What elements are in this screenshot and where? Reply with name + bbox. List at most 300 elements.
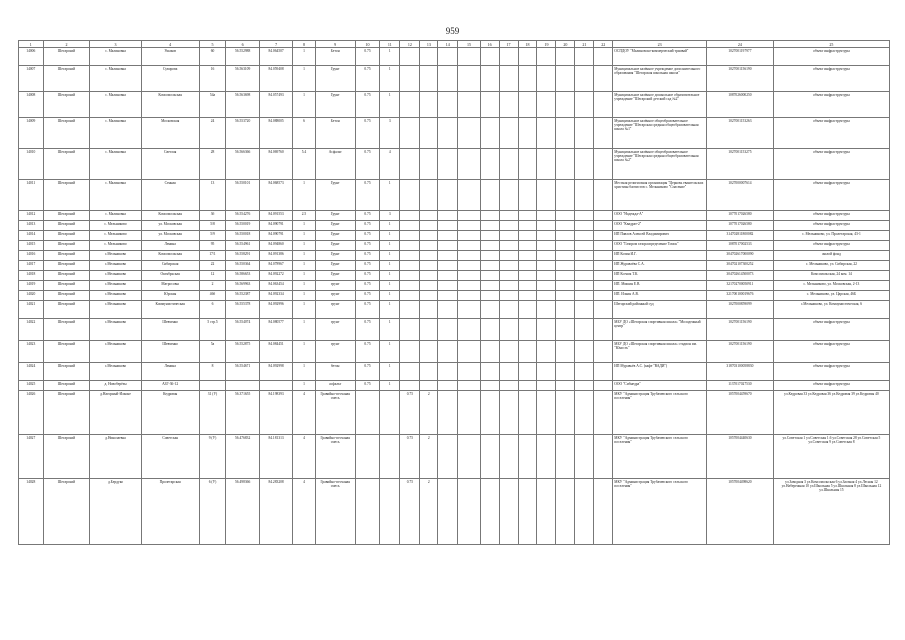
table-cell: ул.Кедровая 33 ул.Кедровая 36 ул.Кедровая 39 ул.Кедровая 40 xyxy=(773,391,889,435)
table-cell: Сенная xyxy=(141,180,199,211)
table-cell xyxy=(594,118,613,149)
table-cell: 14026 xyxy=(19,391,44,435)
column-number: 2 xyxy=(43,41,90,48)
table-cell xyxy=(480,391,499,435)
table-cell: 1 xyxy=(380,180,400,211)
table-cell: Шегарский xyxy=(43,381,90,391)
table-cell xyxy=(594,479,613,545)
table-cell xyxy=(499,435,518,479)
table-cell: 0.75 xyxy=(355,301,380,319)
table-cell xyxy=(594,231,613,241)
table-cell: МБУ ДО «Шегарская спортивная школа» "Молодежный центр" xyxy=(613,319,707,341)
table-cell xyxy=(480,221,499,231)
table-cell: 0.75 xyxy=(355,319,380,341)
table-cell xyxy=(259,381,292,391)
table-cell: объект инфраструктуры xyxy=(773,319,889,341)
table-cell: бетон xyxy=(315,363,355,381)
table-cell xyxy=(556,281,575,291)
table-cell xyxy=(400,301,420,319)
table-cell xyxy=(458,180,480,211)
table-cell xyxy=(420,149,438,180)
table-cell xyxy=(480,479,499,545)
table-cell: с.Мельниково xyxy=(90,271,141,281)
table-cell: с. Мельниково xyxy=(90,231,141,241)
table-cell xyxy=(594,66,613,92)
table-cell xyxy=(575,435,594,479)
table-cell xyxy=(518,211,537,221)
table-cell xyxy=(480,180,499,211)
table-cell: 56.550018 xyxy=(226,231,259,241)
table-cell: 14007 xyxy=(19,66,44,92)
table-cell xyxy=(537,118,556,149)
table-cell: 14021 xyxy=(19,301,44,319)
table-cell: Гравийно-песчаная смесь xyxy=(315,479,355,545)
table-cell xyxy=(199,381,226,391)
table-cell: Шегарский xyxy=(43,92,90,118)
table-cell: 14012 xyxy=(19,211,44,221)
column-number: 8 xyxy=(293,41,315,48)
table-cell xyxy=(400,319,420,341)
table-cell: Шегарский xyxy=(43,281,90,291)
table-cell: 22 xyxy=(199,261,226,271)
table-cell xyxy=(226,381,259,391)
table-cell: Муниципальное казённое учреждение дополнительного образования "Шегарская школьная школа" xyxy=(613,66,707,92)
table-cell xyxy=(400,231,420,241)
table-cell: д.Нагорный-Илконе xyxy=(90,391,141,435)
table-cell xyxy=(518,251,537,261)
table-cell xyxy=(518,435,537,479)
table-cell: 1027000859099 xyxy=(706,301,773,319)
table-cell xyxy=(458,391,480,435)
table-cell: ИП. Ильин А.В. xyxy=(613,291,707,301)
table-cell: объект инфраструктуры xyxy=(773,118,889,149)
table-cell: 56.552387 xyxy=(226,291,259,301)
table-cell xyxy=(594,92,613,118)
table-cell: 2 xyxy=(199,281,226,291)
table-cell xyxy=(556,301,575,319)
table-cell: 304702617000090 xyxy=(706,251,773,261)
table-cell: 1057004498620 xyxy=(706,479,773,545)
table-cell: 1 xyxy=(293,48,315,66)
table-cell xyxy=(594,363,613,381)
table-cell: 56.554961 xyxy=(226,241,259,251)
table-cell: 2 xyxy=(420,435,438,479)
table-cell: с. Малиновка xyxy=(90,92,141,118)
table-cell: объект инфраструктуры xyxy=(773,180,889,211)
table-cell: 17/1 xyxy=(199,251,226,261)
table-cell xyxy=(480,66,499,92)
table-cell xyxy=(575,301,594,319)
table-cell: 0.75 xyxy=(355,281,380,291)
table-cell: 1 xyxy=(293,231,315,241)
table-cell: Шегарский xyxy=(43,211,90,221)
table-cell: Грунт xyxy=(315,261,355,271)
table-cell xyxy=(355,435,380,479)
table-cell: 1 xyxy=(380,241,400,251)
table-cell: 1 xyxy=(380,92,400,118)
table-cell xyxy=(575,180,594,211)
table-cell xyxy=(594,221,613,231)
table-cell: 0.75 xyxy=(355,180,380,211)
table-cell xyxy=(537,241,556,251)
table-cell: 0.75 xyxy=(355,381,380,391)
table-cell xyxy=(556,48,575,66)
table-cell: объект инфраструктуры xyxy=(773,48,889,66)
table-cell xyxy=(458,66,480,92)
table-cell: Комсомольская, 24 ком. 14 xyxy=(773,271,889,281)
table-cell xyxy=(499,48,518,66)
table-cell xyxy=(480,435,499,479)
table-cell: 5/8 xyxy=(199,221,226,231)
table-cell xyxy=(556,241,575,251)
table-row xyxy=(19,271,890,281)
table-cell: 4 xyxy=(293,479,315,545)
table-cell xyxy=(575,48,594,66)
table-cell: 1 xyxy=(380,341,400,363)
table-cell: 14013 xyxy=(19,221,44,231)
table-cell xyxy=(438,341,458,363)
table-cell xyxy=(480,363,499,381)
table-cell: с.Мельниково xyxy=(90,341,141,363)
table-cell: Шегарский xyxy=(43,231,90,241)
table-cell: 56.550019 xyxy=(226,221,259,231)
table-cell: 321702700050911 xyxy=(706,281,773,291)
table-cell xyxy=(518,180,537,211)
table-cell: 0.75 xyxy=(355,271,380,281)
table-cell xyxy=(480,341,499,363)
table-cell: 1077017026580 xyxy=(706,211,773,221)
table-row xyxy=(19,251,890,261)
table-row xyxy=(19,221,890,231)
table-cell xyxy=(458,281,480,291)
table-cell: с. Малиновка xyxy=(90,149,141,180)
table-cell: 84.069760 xyxy=(259,149,292,180)
table-cell xyxy=(594,149,613,180)
table-cell xyxy=(556,319,575,341)
table-cell: 56.563698 xyxy=(226,92,259,118)
table-cell: ООО "Сибнедра" xyxy=(613,381,707,391)
table-cell xyxy=(575,211,594,221)
table-cell xyxy=(518,261,537,271)
table-cell: Грунт xyxy=(315,271,355,281)
table-cell: 56.555378 xyxy=(226,301,259,319)
table-cell: Шегарский xyxy=(43,261,90,271)
table-cell: объект инфраструктуры xyxy=(773,92,889,118)
table-row xyxy=(19,435,890,479)
table-cell: Шегарский xyxy=(43,479,90,545)
table-row xyxy=(19,149,890,180)
table-cell: 14017 xyxy=(19,261,44,271)
table-cell: Асфальт xyxy=(315,149,355,180)
table-cell xyxy=(420,92,438,118)
table-cell xyxy=(537,180,556,211)
table-cell xyxy=(400,118,420,149)
table-cell: с.Мельниково xyxy=(90,261,141,271)
table-cell: Гравийно-песчаная смесь xyxy=(315,435,355,479)
table-cell: д.Николаевка xyxy=(90,435,141,479)
table-cell: с. Мельниково, ул. Московская, 2-13 xyxy=(773,281,889,291)
table-cell xyxy=(556,271,575,281)
table-cell: 0.75 xyxy=(355,211,380,221)
column-number: 18 xyxy=(518,41,537,48)
table-cell xyxy=(518,231,537,241)
table-cell xyxy=(556,291,575,301)
table-cell: Бетон xyxy=(315,118,355,149)
column-number: 1 xyxy=(19,41,44,48)
table-cell: 1027001153263 xyxy=(706,118,773,149)
table-cell: ООО "Надежда-А" xyxy=(613,211,707,221)
table-cell: 1 xyxy=(293,180,315,211)
table-cell: объект инфраструктуры xyxy=(773,66,889,92)
table-cell: 31 (У) xyxy=(199,391,226,435)
table-cell: 84.063454 xyxy=(259,281,292,291)
table-cell xyxy=(575,291,594,301)
table-cell: ООО "Квадрат-2" xyxy=(613,221,707,231)
table-cell: Грунт xyxy=(315,180,355,211)
table-cell: Шегарский xyxy=(43,118,90,149)
table-cell xyxy=(556,261,575,271)
table-cell xyxy=(458,251,480,261)
table-cell xyxy=(400,241,420,251)
table-cell: Местная религиозная организация "Церковь евангельских христиан баптистов с. Мельниково "Спасение" xyxy=(613,180,707,211)
table-cell xyxy=(420,261,438,271)
table-cell xyxy=(458,221,480,231)
table-cell xyxy=(499,261,518,271)
table-cell: с.Мельниково xyxy=(90,291,141,301)
table-cell xyxy=(480,271,499,281)
table-cell: 84.091386 xyxy=(259,251,292,261)
table-cell: 1 xyxy=(293,291,315,301)
table-cell xyxy=(594,48,613,66)
table-cell xyxy=(518,291,537,301)
table-cell xyxy=(518,301,537,319)
table-cell: с. Мельниково, ул. Царская, 46Б xyxy=(773,291,889,301)
table-cell xyxy=(458,149,480,180)
table-cell xyxy=(537,479,556,545)
table-cell: 14010 xyxy=(19,149,44,180)
table-cell xyxy=(594,319,613,341)
table-cell: 1027001156190 xyxy=(706,66,773,92)
table-cell: 3б xyxy=(199,211,226,221)
table-row xyxy=(19,363,890,381)
table-cell: жилой фонд xyxy=(773,251,889,261)
table-cell xyxy=(380,435,400,479)
table-cell: с. Малиновка xyxy=(90,48,141,66)
table-cell xyxy=(438,241,458,251)
table-cell xyxy=(499,271,518,281)
table-cell: 5.4 xyxy=(293,149,315,180)
table-cell xyxy=(480,261,499,271)
table-cell: 14028 xyxy=(19,479,44,545)
table-cell: д.Бердуко xyxy=(90,479,141,545)
table-cell xyxy=(594,180,613,211)
table-cell: 56.554276 xyxy=(226,211,259,221)
table-cell: 0.75 xyxy=(355,231,380,241)
table-cell xyxy=(499,479,518,545)
table-cell xyxy=(420,48,438,66)
table-cell: 1 xyxy=(293,221,315,231)
table-cell xyxy=(420,231,438,241)
table-cell xyxy=(537,341,556,363)
table-cell: 56.558291 xyxy=(226,251,259,261)
table-cell xyxy=(438,180,458,211)
table-cell: ИП. Мишин Е.В. xyxy=(613,281,707,291)
table-cell: 1 xyxy=(293,319,315,341)
table-cell: 0.75 xyxy=(355,66,380,92)
table-cell xyxy=(480,92,499,118)
table-cell xyxy=(594,281,613,291)
table-cell xyxy=(400,363,420,381)
table-cell: 56.371655 xyxy=(226,391,259,435)
table-cell: 1 xyxy=(380,301,400,319)
table-cell xyxy=(420,180,438,211)
table-cell: 0.75 xyxy=(355,341,380,363)
table-cell: ул. Московская xyxy=(141,231,199,241)
table-cell: с.Мельниково xyxy=(90,281,141,291)
column-number: 20 xyxy=(556,41,575,48)
table-cell xyxy=(438,363,458,381)
table-cell: с. Малиновка xyxy=(90,211,141,221)
table-cell: Кедровая xyxy=(141,391,199,435)
table-cell: 24 xyxy=(199,118,226,149)
table-cell xyxy=(499,241,518,251)
table-cell xyxy=(438,319,458,341)
table-cell xyxy=(575,221,594,231)
table-cell xyxy=(355,391,380,435)
table-cell xyxy=(400,211,420,221)
table-cell xyxy=(575,261,594,271)
table-cell xyxy=(458,48,480,66)
table-cell: 8 xyxy=(199,363,226,381)
table-cell xyxy=(499,391,518,435)
column-number: 17 xyxy=(499,41,518,48)
table-row xyxy=(19,261,890,271)
table-cell xyxy=(458,118,480,149)
table-cell xyxy=(556,149,575,180)
table-cell: Шегарский xyxy=(43,271,90,281)
table-cell: 84.181313 xyxy=(259,435,292,479)
table-cell xyxy=(480,231,499,241)
table-cell xyxy=(400,66,420,92)
table-cell xyxy=(499,118,518,149)
table-cell: с. Мельниково xyxy=(90,241,141,251)
table-cell: объект инфраструктуры xyxy=(773,221,889,231)
table-cell: 14019 xyxy=(19,281,44,291)
table-cell xyxy=(420,381,438,391)
table-row xyxy=(19,391,890,435)
table-cell: грунт xyxy=(315,341,355,363)
table-cell xyxy=(556,231,575,241)
column-number: 16 xyxy=(480,41,499,48)
table-cell xyxy=(499,341,518,363)
table-cell xyxy=(537,301,556,319)
table-cell: 1 xyxy=(380,291,400,301)
table-cell: Суворова xyxy=(141,66,199,92)
table-cell: 56.553720 xyxy=(226,118,259,149)
table-cell xyxy=(537,291,556,301)
table-cell: 6 xyxy=(199,301,226,319)
table-cell xyxy=(420,281,438,291)
table-cell: 84.057493 xyxy=(259,92,292,118)
table-cell xyxy=(518,149,537,180)
table-cell: с. Малиновка xyxy=(90,180,141,211)
table-cell xyxy=(458,241,480,251)
table-cell xyxy=(518,341,537,363)
table-cell: 14025 xyxy=(19,381,44,391)
table-cell xyxy=(400,48,420,66)
table-cell xyxy=(458,271,480,281)
table-cell xyxy=(537,271,556,281)
table-cell: 1077017026580 xyxy=(706,221,773,231)
table-cell: 3 xyxy=(380,211,400,221)
table-cell: 321700100019676 xyxy=(706,291,773,301)
table-row xyxy=(19,301,890,319)
table-cell: ул.Заводная 3 ул.Комсомольская 6 ул.Заозная 4 ул.Лесная 12 ул.Набережная 10 ул.Школьная 5 ул.Школьная 8 ул.Школьная 12 ул.Школьная 15 xyxy=(773,479,889,545)
table-cell: 6 xyxy=(293,118,315,149)
table-cell xyxy=(438,149,458,180)
table-cell: ИП Муравьёв А.С. (кафе "ВАДИ") xyxy=(613,363,707,381)
table-row xyxy=(19,341,890,363)
table-cell xyxy=(575,118,594,149)
table-cell xyxy=(458,319,480,341)
table-cell xyxy=(594,341,613,363)
table-cell: грунт xyxy=(315,301,355,319)
table-cell: 5/9 xyxy=(199,231,226,241)
table-cell: 84.059408 xyxy=(259,66,292,92)
table-cell: АЗГ-36-12 xyxy=(141,381,199,391)
table-cell xyxy=(499,66,518,92)
table-cell xyxy=(575,363,594,381)
table-cell: 14022 xyxy=(19,319,44,341)
table-cell: Грунт xyxy=(315,92,355,118)
table-cell xyxy=(518,479,537,545)
column-number: 25 xyxy=(773,41,889,48)
table-cell: Шегарский xyxy=(43,221,90,231)
table-cell xyxy=(480,241,499,251)
table-cell: 5а xyxy=(199,341,226,363)
table-cell xyxy=(499,281,518,291)
table-cell: Шевченко xyxy=(141,341,199,363)
table-cell xyxy=(556,363,575,381)
table-row xyxy=(19,48,890,66)
table-cell: 1 xyxy=(380,66,400,92)
table-cell xyxy=(537,231,556,241)
table-cell xyxy=(537,92,556,118)
table-cell xyxy=(400,291,420,301)
table-cell xyxy=(499,231,518,241)
table-cell: МКУ "Администрация Трубачевского сельского поселения" xyxy=(613,479,707,545)
table-cell: 14006 xyxy=(19,48,44,66)
table-cell: 1 xyxy=(293,251,315,261)
table-cell: с. Малиновка xyxy=(90,66,141,92)
table-cell xyxy=(438,435,458,479)
column-number: 15 xyxy=(458,41,480,48)
table-cell xyxy=(480,381,499,391)
table-cell: 1 xyxy=(380,221,400,231)
table-cell xyxy=(537,66,556,92)
table-cell xyxy=(438,301,458,319)
table-cell xyxy=(556,381,575,391)
table-cell: 1 xyxy=(293,301,315,319)
column-number: 21 xyxy=(575,41,594,48)
table-cell: 318703100058830 xyxy=(706,363,773,381)
table-cell xyxy=(458,261,480,271)
table-cell xyxy=(575,251,594,261)
table-cell: 1 xyxy=(380,48,400,66)
table-cell xyxy=(518,271,537,281)
column-number: 4 xyxy=(141,41,199,48)
table-cell: 1 xyxy=(293,341,315,363)
